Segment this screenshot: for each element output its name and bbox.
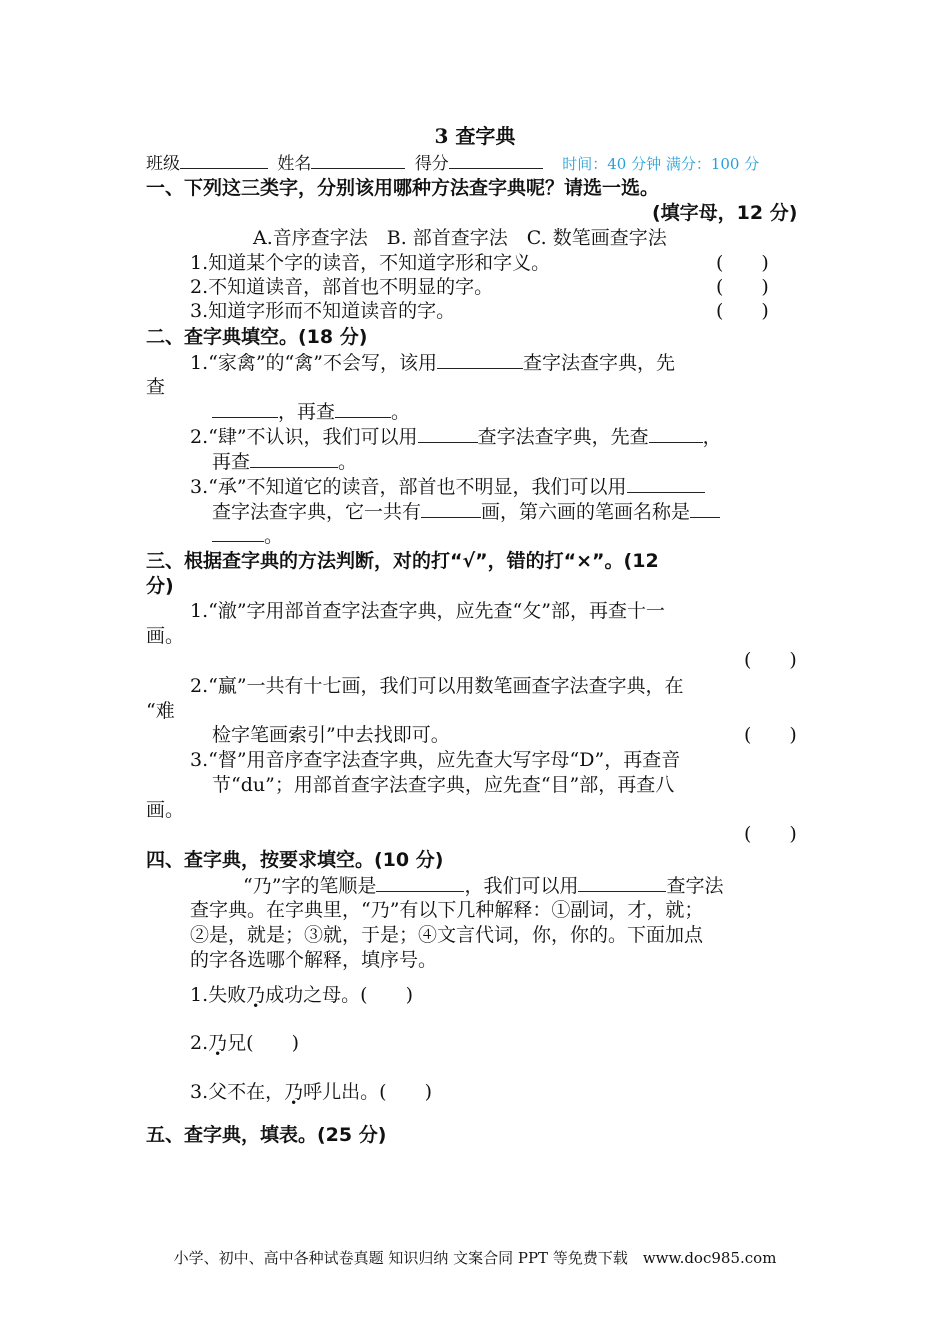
section-1-options: A.音序查字法 B. 部首查字法 C. 数笔画查字法 [253, 227, 667, 249]
s4-q1-text-b[interactable]: 成功之母。( ) [265, 984, 413, 1006]
s2-q2-text-a: 2.“肆”不认识，我们可以用 [190, 426, 418, 448]
s1-question-1: 1.知道某个字的读音，不知道字形和字义。 [190, 252, 551, 274]
section-3-heading: 三、根据查字典的方法判断，对的打“√”，错的打“×”。(12 [146, 550, 659, 572]
s4-text-a: “乃”字的笔顺是 [243, 875, 377, 897]
s3-q2-line1: 2.“赢”一共有十七画，我们可以用数笔画查字法查字典，在 [190, 675, 684, 697]
s2-q3-blank-1[interactable] [627, 474, 705, 493]
s4-text-b: ，我们可以用 [464, 875, 579, 897]
s2-q2-line1 [190, 424, 722, 449]
s2-q1-blank-2[interactable] [212, 399, 278, 418]
section-1-points: (填字母，12 分) [652, 202, 798, 224]
name-label: 姓名 [277, 154, 312, 174]
score-blank[interactable] [449, 150, 543, 169]
s2-q3-blank-3[interactable] [690, 499, 720, 518]
s3-q3-line2: 节“du”；用部首查字法查字典，应先查“目”部，再查八 [212, 774, 675, 796]
s4-q1-dotted-char: 乃 [246, 984, 266, 1006]
s1-answer-1[interactable]: ( ) [716, 252, 769, 274]
s1-answer-3[interactable]: ( ) [716, 300, 769, 322]
s4-para-line1 [243, 873, 723, 898]
s2-q2-text-c: ， [702, 426, 722, 448]
s2-q2-line2 [212, 449, 357, 474]
s3-answer-1[interactable]: ( ) [744, 649, 797, 671]
s1-question-2: 2.不知道读音，部首也不明显的字。 [190, 276, 494, 298]
s4-q2-text-b[interactable]: 兄( ) [227, 1032, 299, 1054]
s4-question-3 [190, 1080, 432, 1104]
s4-q3-text-a: 3.父不在， [190, 1081, 285, 1103]
section-5-heading: 五、查字典，填表。(25 分) [146, 1124, 387, 1146]
score-label: 得分 [414, 154, 449, 174]
s2-q3-blank-2[interactable] [421, 499, 481, 518]
s2-q2-text-d: 再查 [212, 451, 251, 473]
s4-para-line4: 的字各选哪个解释，填序号。 [190, 949, 438, 971]
s3-q1-line2: 画。 [146, 625, 185, 647]
s4-q1-text-a: 1.失败 [190, 984, 247, 1006]
s2-q1-line1 [190, 350, 675, 375]
name-blank[interactable] [311, 150, 405, 169]
s2-q3-text-d: 。 [264, 525, 284, 547]
s4-blank-2[interactable] [578, 873, 666, 892]
s4-question-1 [190, 983, 413, 1007]
s2-q1-text-b: 查字法查字典，先 [522, 352, 675, 374]
s3-answer-3[interactable]: ( ) [744, 823, 797, 845]
section-2-heading: 二、查字典填空。(18 分) [146, 326, 368, 348]
s2-q1-text-e: 。 [391, 401, 411, 423]
s3-q3-line3: 画。 [146, 799, 185, 821]
s4-q3-text-b[interactable]: 呼儿出。( ) [303, 1081, 432, 1103]
s2-q1-blank-1[interactable] [437, 350, 523, 369]
s1-question-3: 3.知道字形而不知道读音的字。 [190, 300, 456, 322]
s2-q2-blank-1[interactable] [418, 424, 478, 443]
s2-q2-text-e: 。 [338, 451, 358, 473]
s4-q2-text-a: 2. [190, 1032, 209, 1054]
section-3-heading-cont: 分) [146, 575, 174, 597]
time-info: 时间：40 分钟 满分：100 分 [562, 155, 760, 173]
s2-q3-blank-3-cont[interactable] [212, 523, 264, 542]
s2-q3-text-a: 3.“承”不知道它的读音，部首也不明显，我们可以用 [190, 476, 627, 498]
s3-q1-line1: 1.“澈”字用部首查字法查字典，应先查“攵”部，再查十一 [190, 600, 665, 622]
s2-q1-line2: 查 [146, 376, 166, 398]
s3-answer-2[interactable]: ( ) [744, 724, 797, 746]
header-row [146, 150, 759, 176]
footer-text: 小学、初中、高中各种试卷真题 知识归纳 文案合同 PPT 等免费下载 www.doc985.com [173, 1249, 777, 1267]
s4-blank-1[interactable] [376, 873, 464, 892]
section-4-heading: 四、查字典，按要求填空。(10 分) [146, 849, 444, 871]
s2-q3-text-c: 画，第六画的笔画名称是 [481, 501, 691, 523]
s2-q1-text-a: 1.“家禽”的“禽”不会写，该用 [190, 352, 437, 374]
s2-q3-line1 [190, 474, 705, 499]
s3-q3-line1: 3.“督”用音序查字法查字典，应先查大写字母“D”，再查音 [190, 749, 681, 771]
s2-q2-blank-3[interactable] [250, 449, 338, 468]
s3-q2-line3: 检字笔画索引”中去找即可。 [212, 724, 450, 746]
s4-para-line2: 查字典。在字典里，“乃”有以下几种解释：①副词，才，就； [190, 899, 704, 921]
s4-q2-dotted-char: 乃 [208, 1032, 228, 1054]
s1-answer-2[interactable]: ( ) [716, 276, 769, 298]
s4-q3-dotted-char: 乃 [284, 1081, 304, 1103]
section-1-heading: 一、下列这三类字，分别该用哪种方法查字典呢？请选一选。 [146, 177, 660, 199]
s2-q3-text-b: 查字法查字典，它一共有 [212, 501, 422, 523]
class-blank[interactable] [180, 150, 268, 169]
s2-q3-line3 [212, 523, 283, 548]
s2-q2-blank-2[interactable] [649, 424, 703, 443]
s4-question-2 [190, 1031, 299, 1055]
s4-para-line3: ②是，就是；③就，于是；④文言代词，你，你的。下面加点 [190, 924, 704, 946]
page-title: 3 查字典 [434, 124, 516, 148]
s2-q1-blank-3[interactable] [335, 399, 391, 418]
s2-q2-text-b: 查字法查字典，先查 [477, 426, 649, 448]
s3-q2-line2: “难 [146, 700, 175, 722]
s4-text-c: 查字法 [666, 875, 724, 897]
s2-q1-line3 [212, 399, 410, 424]
s2-q1-text-d: ，再查 [278, 401, 336, 423]
s2-q3-line2 [212, 499, 720, 524]
class-label: 班级 [146, 154, 180, 174]
